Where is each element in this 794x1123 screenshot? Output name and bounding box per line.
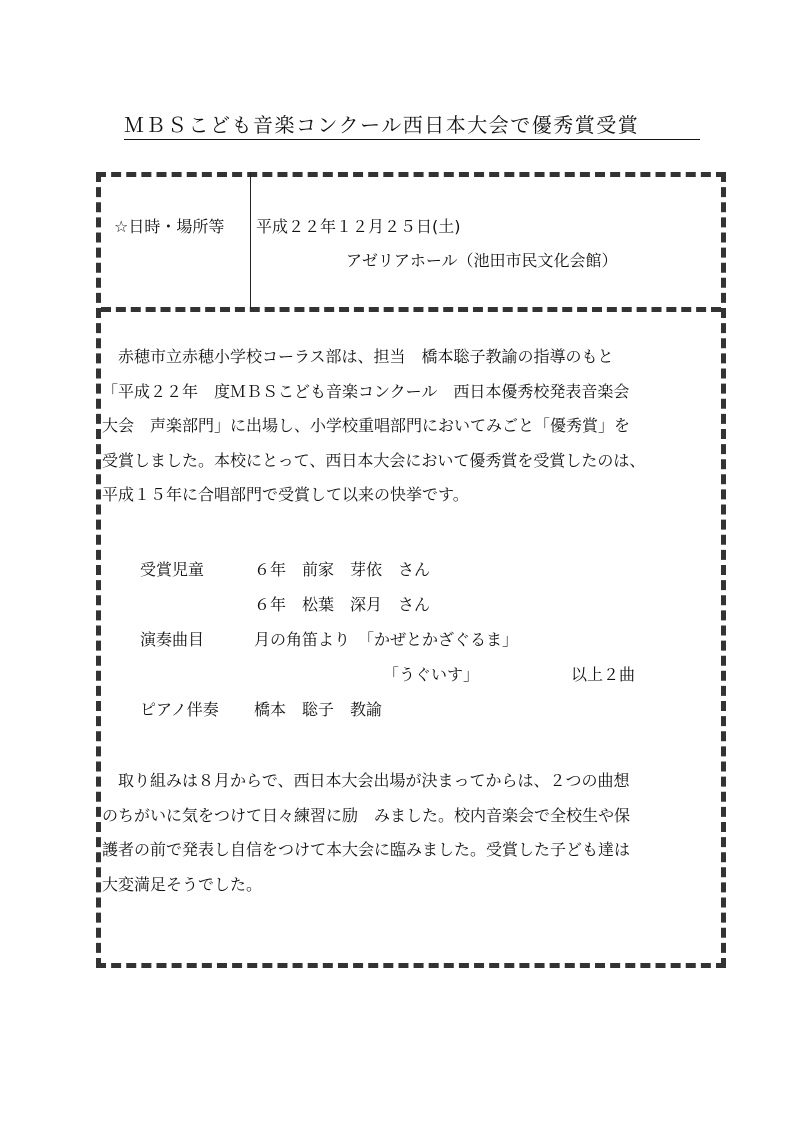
winner-name: ６年 前家 芽依 さん bbox=[254, 560, 431, 579]
paragraph-line: 大変満足そうでした。 bbox=[102, 874, 263, 894]
paragraph-line: 護者の前で発表し自信をつけて本大会に臨みました。受賞した子ども達は bbox=[102, 840, 631, 860]
winners-label: 受賞児童 bbox=[140, 560, 205, 579]
info-column-divider bbox=[250, 172, 251, 309]
piece-title: 月の角笛より 「かぜとかざぐるま」 bbox=[254, 630, 519, 649]
paragraph-line: 「平成２２年 度ＭＢＳこども音楽コンクール 西日本優秀校発表音楽会 bbox=[102, 381, 630, 401]
winner-name: ６年 松葉 深月 さん bbox=[254, 595, 431, 614]
report-paragraph bbox=[102, 340, 724, 513]
report-paragraph bbox=[102, 764, 724, 902]
piece-title: 「うぐいす」 bbox=[383, 665, 480, 684]
piece-count: 以上２曲 bbox=[571, 665, 636, 684]
paragraph-line: 赤穂市立赤穂小学校コーラス部は、担当 橋本聡子教諭の指導のもと bbox=[102, 347, 614, 366]
page-title: ＭＢＳこども音楽コンクール西日本大会で優秀賞受賞 bbox=[124, 112, 700, 140]
pianist-name: 橋本 聡子 教諭 bbox=[254, 700, 383, 719]
piano-label: ピアノ伴奏 bbox=[140, 700, 219, 719]
event-venue: アゼリアホール（池田市民文化会館） bbox=[346, 251, 618, 270]
event-date: 平成２２年１２月２５日(土) bbox=[256, 217, 461, 236]
paragraph-line: 平成１５年に合唱部門で受賞して以来の快挙です。 bbox=[102, 485, 469, 505]
paragraph-line: のちがいに気をつけて日々練習に励 みました。校内音楽会で全校生や保 bbox=[102, 805, 631, 825]
paragraph-line: 取り組みは８月からで、西日本大会出場が決まってからは、２つの曲想 bbox=[102, 771, 630, 790]
paragraph-line: 受賞しました。本校にとって、西日本大会において優秀賞を受賞したのは、 bbox=[102, 450, 646, 470]
pieces-label: 演奏曲目 bbox=[140, 630, 205, 649]
info-label: ☆日時・場所等 bbox=[114, 217, 225, 236]
info-separator bbox=[101, 307, 721, 312]
paragraph-line: 大会 声楽部門」に出場し、小学校重唱部門においてみごと「優秀賞」を bbox=[102, 416, 631, 436]
